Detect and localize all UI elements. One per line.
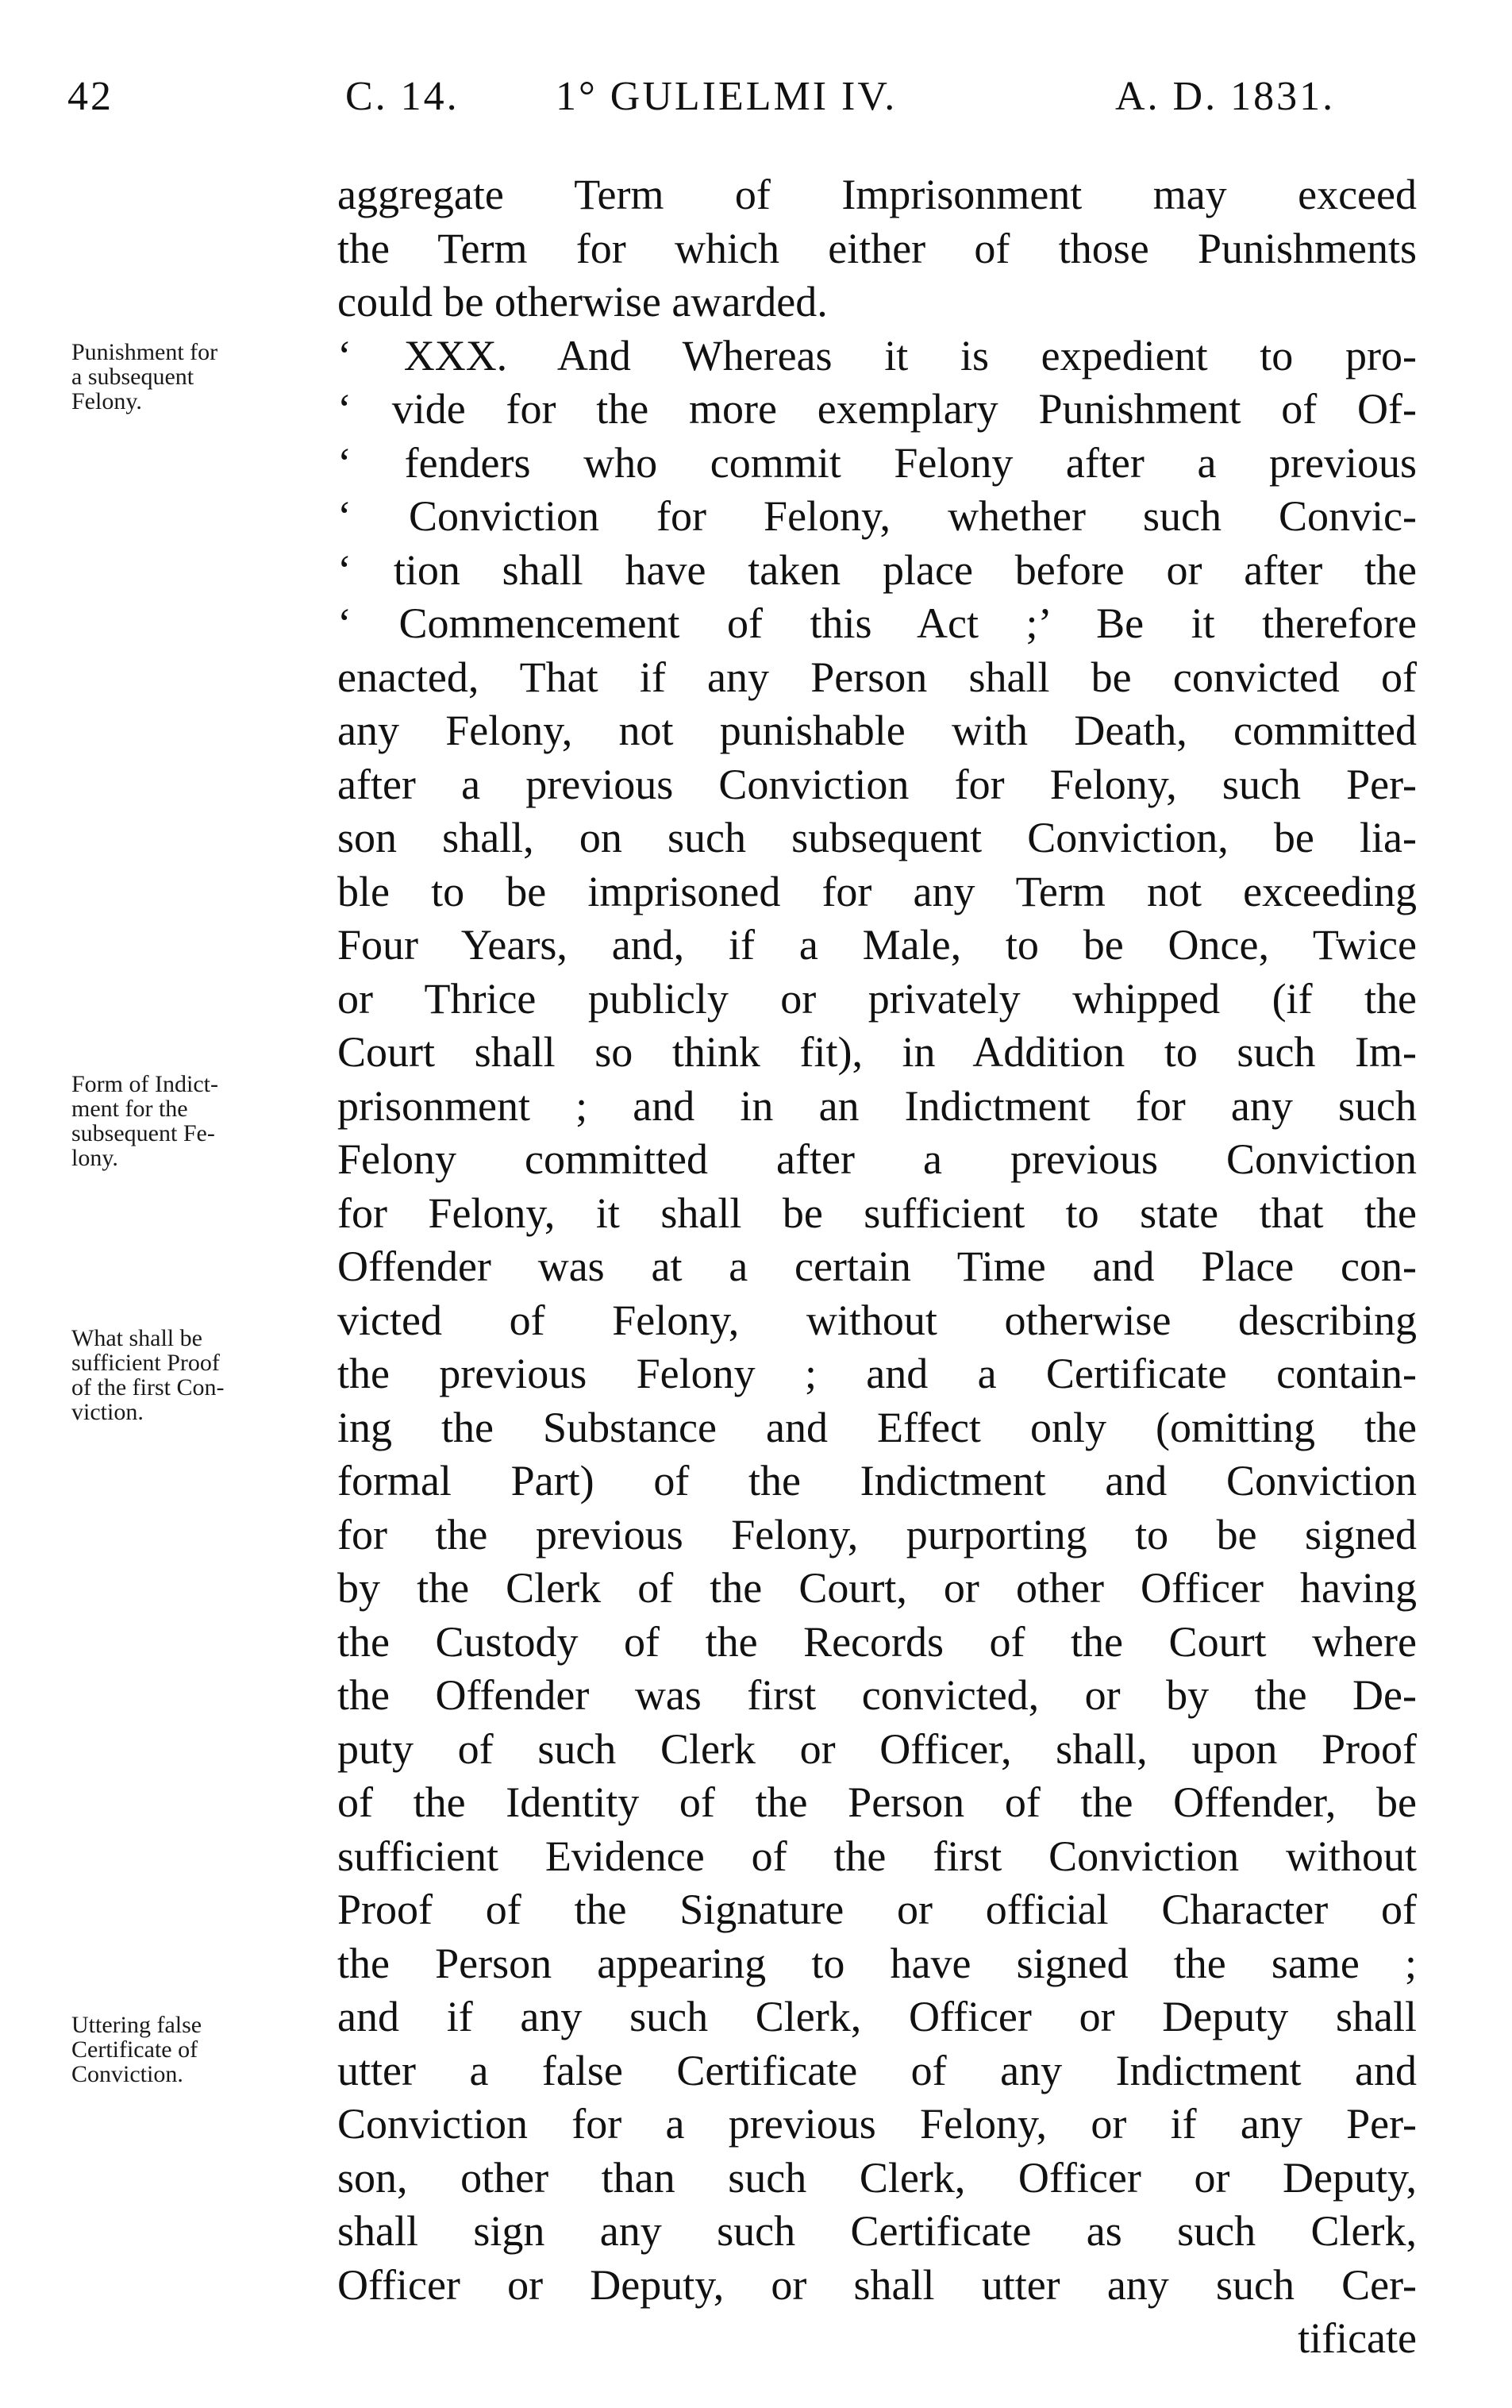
body-line: the Person appearing to have signed the same ; (337, 1939, 1417, 1987)
body-line: of the Identity of the Person of the Offender, be (337, 1778, 1417, 1826)
margin-note-line: Form of Indict- (71, 1071, 218, 1097)
body-line: ‘ fenders who commit Felony after a previous (337, 438, 1417, 487)
body-line: for Felony, it shall be sufficient to state that the (337, 1189, 1417, 1237)
body-line: ‘ tion shall have taken place before or after the (337, 545, 1417, 594)
regnal-year: 1° GULIELMI IV. (556, 74, 898, 119)
body-line: ‘ XXX. And Whereas it is expedient to pro- (337, 331, 1417, 380)
margin-note-line: Conviction. (71, 2061, 183, 2087)
body-line: the Offender was first convicted, or by the De- (337, 1671, 1417, 1719)
body-line: ble to be imprisoned for any Term not exceeding (337, 867, 1417, 915)
margin-note-line: viction. (71, 1399, 144, 1425)
margin-note-line: a subsequent (71, 364, 194, 390)
body-line: ‘ Commencement of this Act ;’ Be it therefore (337, 599, 1417, 647)
body-line: and if any such Clerk, Officer or Deputy shall (337, 1993, 1417, 2040)
body-line: or Thrice publicly or privately whipped (if the (337, 974, 1417, 1023)
margin-note-line: Punishment for (71, 339, 218, 365)
margin-note-line: Certificate of (71, 2036, 198, 2063)
catchword: tificate (1298, 2314, 1417, 2362)
margin-note (71, 340, 317, 414)
body-line: aggregate Term of Imprisonment may exceed (337, 171, 1417, 218)
body-line: after a previous Conviction for Felony, such Per- (337, 760, 1417, 808)
body-line: could be otherwise awarded. (337, 278, 828, 326)
margin-note (71, 1326, 317, 1424)
margin-note (71, 1072, 317, 1170)
margin-note-line: ment for the (71, 1096, 188, 1122)
body-line: puty of such Clerk or Officer, shall, upon Proof (337, 1724, 1417, 1773)
body-line: the previous Felony ; and a Certificate contain- (337, 1350, 1417, 1397)
margin-note-line: subsequent Fe- (71, 1120, 215, 1146)
body-line: Proof of the Signature or official Character of (337, 1886, 1417, 1933)
body-line: son shall, on such subsequent Conviction, be lia- (337, 814, 1417, 861)
body-line: shall sign any such Certificate as such Clerk, (337, 2207, 1417, 2255)
body-line: ing the Substance and Effect only (omitting the (337, 1403, 1417, 1451)
margin-note-line: Uttering false (71, 2012, 202, 2038)
body-line: utter a false Certificate of any Indictment and (337, 2046, 1417, 2094)
body-line: by the Clerk of the Court, or other Officer having (337, 1564, 1417, 1612)
margin-note-line: sufficient Proof (71, 1350, 220, 1376)
body-line: victed of Felony, without otherwise describing (337, 1296, 1417, 1344)
body-line: Felony committed after a previous Conviction (337, 1135, 1417, 1183)
body-line: ‘ Conviction for Felony, whether such Convic- (337, 492, 1417, 540)
body-line: formal Part) of the Indictment and Conviction (337, 1457, 1417, 1505)
body-line: the Custody of the Records of the Court where (337, 1617, 1417, 1666)
margin-note-line: of the first Con- (71, 1374, 225, 1400)
body-line: Four Years, and, if a Male, to be Once, Twice (337, 921, 1417, 969)
body-line: the Term for which either of those Punishments (337, 224, 1417, 272)
body-line: Court shall so think fit), in Addition to such Im- (337, 1028, 1417, 1076)
body-line: for the previous Felony, purporting to be signed (337, 1510, 1417, 1558)
body-line: any Felony, not punishable with Death, committed (337, 707, 1417, 754)
body-line: Offender was at a certain Time and Place con- (337, 1243, 1417, 1290)
body-line: Officer or Deputy, or shall utter any such Cer- (337, 2260, 1417, 2309)
margin-note-line: Felony. (71, 388, 142, 414)
body-line: prisonment ; and in an Indictment for any such (337, 1081, 1417, 1130)
body-line: Conviction for a previous Felony, or if any Per- (337, 2100, 1417, 2148)
body-line: sufficient Evidence of the first Conviction without (337, 1832, 1417, 1880)
page-number: 42 (67, 74, 113, 119)
body-line: son, other than such Clerk, Officer or Deputy, (337, 2153, 1417, 2202)
running-head (67, 73, 1417, 129)
chapter-number: C. 14. (345, 74, 460, 119)
margin-note-line: lony. (71, 1145, 118, 1171)
body-line: enacted, That if any Person shall be convicted of (337, 653, 1417, 701)
margin-note-line: What shall be (71, 1325, 202, 1351)
margin-note (71, 2013, 317, 2086)
year-of-act: A. D. 1831. (1115, 74, 1336, 119)
body-line: ‘ vide for the more exemplary Punishment of Of- (337, 385, 1417, 433)
